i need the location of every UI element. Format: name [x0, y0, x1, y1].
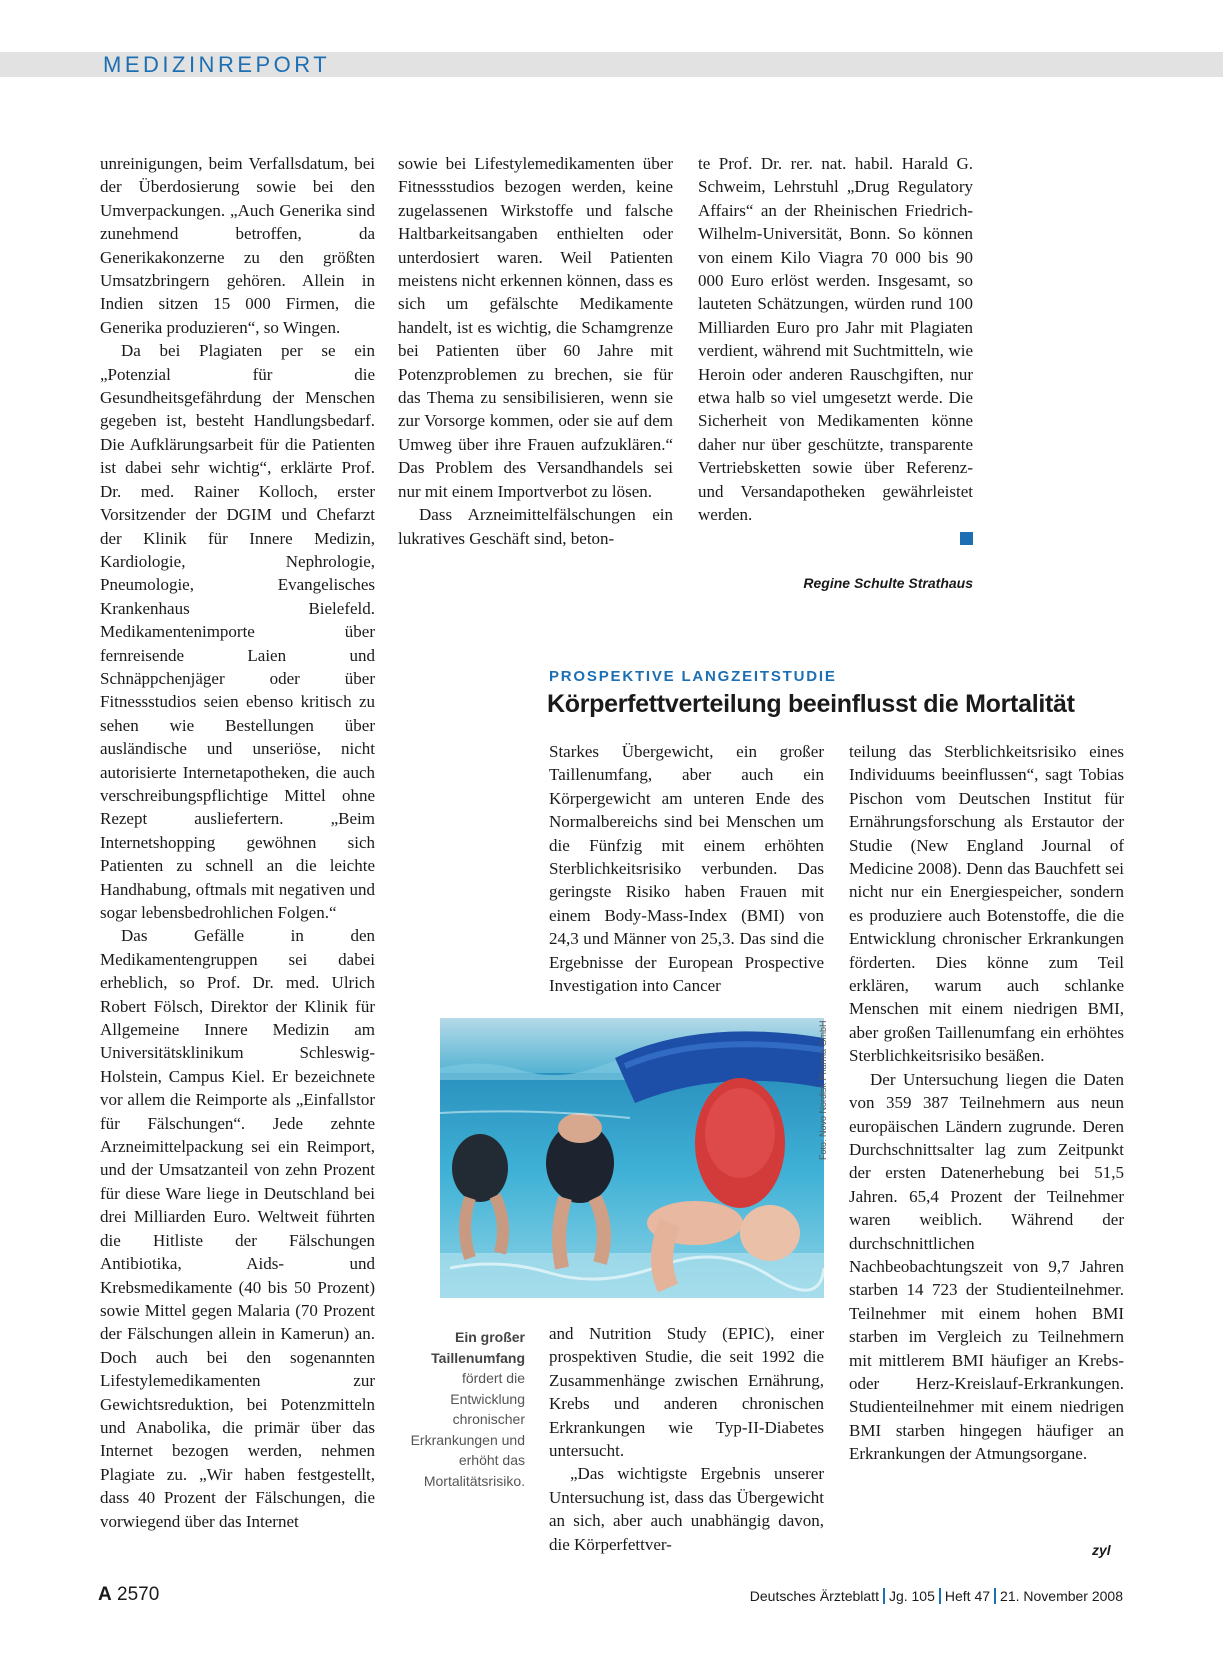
paragraph: teilung das Sterblichkeitsrisiko eines Individuums beeinflussen“, sagt Tobias Pischon vom Deutschen Institut für Ernährungsforschung als Erstautor der Studie (New England Journal of Medicine 2008). Denn das Bauchfett sei nicht nur ein Energiespeicher, sondern es produziere auch Botenstoffe, die die Entwicklung chronischer Erkrankungen förderten. Dies könne zum Teil erklären, warum auch schlanke Menschen mit einem niedrigen BMI, aber großen Taillenumfang ein erhöhtes Sterblichkeitsrisiko besäßen. [849, 742, 1124, 1066]
paragraph: Dass Arzneimittelfälschungen ein lukratives Geschäft sind, beton- [398, 505, 673, 548]
article-end-square-icon [960, 532, 973, 545]
article2-column-1-bottom [549, 1322, 824, 1556]
article1-column-2 [398, 152, 673, 550]
page-prefix: A [98, 1584, 112, 1605]
paragraph: Da bei Plagiaten per se ein „Potenzial für die Gesundheitsgefährdung der Menschen gegeben ist, besteht Handlungsbedarf. Die Aufklärungsarbeit für die Patienten ist dabei sehr wichtig“, erklärte Prof. Dr. med. Rainer Kolloch, erster Vorsitzender der DGIM und Chefarzt der Klinik für Innere Medizin, Kardiologie, Nephrologie, Pneumologie, Evangelisches Krankenhaus Bielefeld. Medikamentenimporte über fernreisende Laien und Schnäppchenjäger oder über Fitnessstudios seien ebenso kritisch zu sehen wie Bestellungen über ausländische und unseriöse, nicht autorisierte Internetapotheken, die auch verschreibungspflichtige Mittel ohne Rezept ausliefertern. „Beim Internetshopping gewöhnen sich Patienten zu schnell an die leichte Handhabung, oftmals mit negativen und sogar lebensbedrohlichen Folgen.“ [100, 341, 375, 922]
paragraph: te Prof. Dr. rer. nat. habil. Harald G. Schweim, Lehrstuhl „Drug Regulatory Affairs“ an der Rheinischen Friedrich-Wilhelm-Universität, Bonn. So können von einem Kilo Viagra 70 000 bis 90 000 Euro erlöst werden. Insgesamt, so lauteten Schätzungen, würden rund 100 Milliarden Euro pro Jahr mit Plagiaten verdient, während mit Suchtmitteln, wie Heroin oder anderen Rauschgiften, nur etwa halb so viel umgesetzt werde. Die Sicherheit von Medikamenten könne daher nur über geschützte, transparente Vertriebsketten sowie über Referenz- und Versandapotheken gewährleistet werden. [698, 154, 973, 525]
journal-footer [750, 1588, 1123, 1604]
journal-volume: Jg. 105 [888, 1588, 935, 1604]
article2-kicker: PROSPEKTIVE LANGZEITSTUDIE [549, 668, 837, 685]
journal-date: 21. November 2008 [1000, 1588, 1123, 1604]
swimming-pool-photo [440, 1018, 824, 1298]
page-number-value: 2570 [117, 1584, 160, 1605]
article1-column-1 [100, 152, 375, 1533]
caption-title: Ein großer Taillenumfang [431, 1329, 525, 1366]
page-number [98, 1584, 159, 1606]
paragraph: Starkes Übergewicht, ein großer Taillenumfang, aber auch ein Körpergewicht am unteren Ende des Normalbereichs sind bei Menschen um die Fünfzig mit einem erhöhten Sterblichkeitsrisiko verbunden. Das geringste Risiko haben Frauen mit einem Body-Mass-Index (BMI) von 24,3 und Männer von 25,3. Das sind die Ergebnisse der European Prospective Investigation into Cancer [549, 742, 824, 996]
paragraph: Das Gefälle in den Medikamentengruppen sei dabei erheblich, so Prof. Dr. med. Ulrich Robert Fölsch, Direktor der Klinik für Allgemeine Innere Medizin am Universitätsklinikum Schleswig-Holstein, Campus Kiel. Er bezeichnete vor allem die Reimporte als „Einfallstor für Fälschungen“. Jede zehnte Arzneimittelpackung sei ein Reimport, und der Umsatzanteil von zehn Prozent für diese Ware liege in Deutschland bei drei Milliarden Euro. Weltweit führten die Hitliste der Fälschungen Antibiotika, Aids- und Krebsmedikamente (40 bis 50 Prozent) sowie Mittel gegen Malaria (70 Prozent der Fälschungen allein in Kamerun) an. Doch auch bei den sogenannten Lifestylemedikamenten zur Gewichtsreduktion, bei Potenzmitteln und Anabolika, die primär über das Internet bezogen werden, nehmen Plagiate zu. „Wir haben festgestellt, dass 40 Prozent der Fälschungen, die vorwiegend über das Internet [100, 926, 375, 1531]
paragraph: unreinigungen, beim Verfallsdatum, bei der Überdosierung sowie bei den Umverpackungen. „Auch Generika sind zunehmend betroffen, da Generikakonzerne zu den größten Umsatzbringern gehören. Allein in Indien sitzen 15 000 Firmen, die Generika produzieren“, so Wingen. [100, 154, 375, 337]
paragraph: Der Untersuchung liegen die Daten von 359 387 Teilnehmern aus neun europäischen Ländern zugrunde. Deren Durchschnittsalter lag zum Zeitpunkt der ersten Datenerhebung bei 51,5 Jahren. 65,4 Prozent der Teilnehmer waren weiblich. Während der durchschnittlichen Nachbeobachtungszeit von 9,7 Jahren starben 14 723 der Studienteilnehmer. Teilnehmer mit einem hohen BMI starben im Vergleich zu Teilnehmern mit mittlerem BMI häufiger an Krebs- oder Herz-Kreislauf-Erkrankungen. Studienteilnehmer mit einem niedrigen BMI starben hingegen häufiger an Erkrankungen der Atmungsorgane. [849, 1069, 1124, 1464]
paragraph: and Nutrition Study (EPIC), einer prospektiven Studie, die seit 1992 die Zusammenhänge zwischen Ernährung, Krebs und anderen chronischen Erkrankungen wie Typ-II-Diabetes untersucht. [549, 1324, 824, 1461]
article2-column-1-top [549, 740, 824, 997]
journal-issue: Heft 47 [944, 1588, 991, 1604]
journal-name: Deutsches Ärzteblatt [749, 1588, 879, 1604]
article2-sign: zyl [1092, 1542, 1111, 1558]
paragraph: „Das wichtigste Ergebnis unserer Untersuchung ist, dass das Übergewicht an sich, aber auch unabhängig davon, die Körperfettver- [549, 1464, 824, 1554]
article2-column-2 [849, 740, 1124, 1466]
article1-column-3 [698, 152, 973, 545]
article1-author: Regine Schulte Strathaus [803, 575, 973, 591]
photo-credit: Foto: Novo Nordisk Pharma GmbH [818, 1020, 828, 1160]
article2-headline: Körperfettverteilung beeinflusst die Mortalität [547, 690, 1075, 718]
caption-text: fördert die Entwicklung chronischer Erkrankungen und erhöht das Mortalitätsrisiko. [410, 1370, 525, 1489]
paragraph: sowie bei Lifestylemedikamenten über Fitnessstudios bezogen werden, keine zugelassenen Wirkstoffe und falsche Haltbarkeitsangaben enthielten oder unterdosiert waren. Weil Patienten meistens nicht erkennen können, dass es sich um gefälschte Medikamente handelt, ist es wichtig, die Schamgrenze bei Patienten über 60 Jahre mit Potenzproblemen zu brechen, sie für das Thema zu sensibilisieren, wenn sie zur Vorsorge kommen, oder sie auf dem Umweg über ihre Frauen aufzuklären.“ Das Problem des Versandhandels sei nur mit einem Importverbot zu lösen. [398, 154, 673, 501]
section-label: MEDIZINREPORT [103, 52, 331, 77]
photo-caption [405, 1327, 525, 1491]
